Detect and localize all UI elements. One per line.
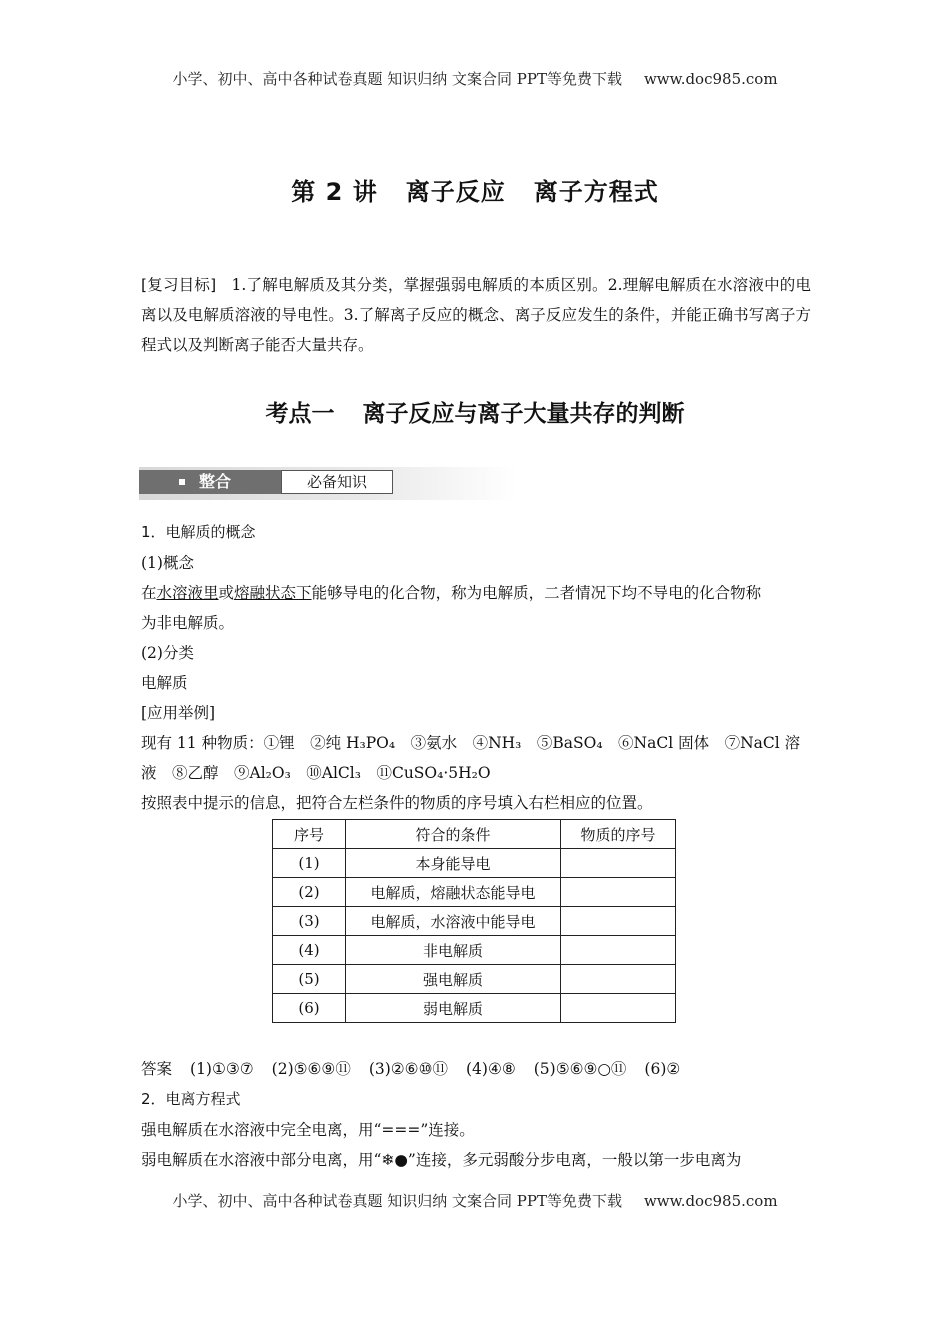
- footer-url[interactable]: www.doc985.com: [643, 1192, 778, 1210]
- review-goals: [141, 270, 811, 360]
- answer-cell[interactable]: [561, 878, 676, 907]
- concept-underline-2: 熔融状态下: [234, 584, 312, 602]
- answer-item: (1)①③⑦: [190, 1060, 254, 1078]
- knowledge-banner: [139, 467, 517, 500]
- table-row: [273, 965, 676, 994]
- table-cell: (6): [273, 994, 346, 1023]
- table-cell: (3): [273, 907, 346, 936]
- table-cell: 非电解质: [346, 936, 561, 965]
- example-line2: 液 ⑧乙醇 ⑨Al₂O₃ ⑩AlCl₃ ⑪CuSO₄·5H₂O: [141, 764, 491, 782]
- answer-item: (3)②⑥⑩⑪: [368, 1060, 448, 1078]
- table-row: [273, 936, 676, 965]
- header-url[interactable]: www.doc985.com: [643, 70, 778, 88]
- answer-item: (2)⑤⑥⑨⑪: [271, 1060, 351, 1078]
- answer-cell[interactable]: [561, 849, 676, 878]
- concept-underline-1: 水溶液里: [156, 584, 219, 602]
- table-header: 物质的序号: [561, 820, 676, 849]
- lesson-number: 第 2 讲: [291, 178, 378, 206]
- lesson-title-part2: 离子方程式: [533, 178, 659, 206]
- lesson-title-part1: 离子反应: [405, 178, 506, 206]
- answer-cell[interactable]: [561, 994, 676, 1023]
- example-line1: 现有 11 种物质：①锂 ②纯 H₃PO₄ ③氨水 ④NH₃ ⑤BaSO₄ ⑥NaCl 固体 ⑦NaCl 溶: [141, 734, 801, 752]
- s1-sub1: (1)概念: [141, 554, 194, 572]
- classification-text: 电解质: [141, 674, 188, 692]
- table-cell: (5): [273, 965, 346, 994]
- table-cell: 本身能导电: [346, 849, 561, 878]
- table-header: 序号: [273, 820, 346, 849]
- table-header: 符合的条件: [346, 820, 561, 849]
- answer-item: (4)④⑧: [465, 1060, 516, 1078]
- table-cell: 电解质，熔融状态能导电: [346, 878, 561, 907]
- table-cell: 弱电解质: [346, 994, 561, 1023]
- review-goals-text: 1.了解电解质及其分类，掌握强弱电解质的本质区别。2.理解电解质在水溶液中的电离以及电解质溶液的导电性。3.了解离子反应的概念、离子反应发生的条件，并能正确书写离子方程式以及判断离子能否大量共存。: [141, 276, 811, 354]
- table-row: [273, 994, 676, 1023]
- table-cell: (4): [273, 936, 346, 965]
- s1-sub2: (2)分类: [141, 644, 194, 662]
- example-label: [应用举例]: [141, 704, 216, 722]
- section-title: [0, 395, 950, 428]
- answer-item: (5)⑤⑥⑨○⑪: [533, 1060, 627, 1078]
- table-cell: (2): [273, 878, 346, 907]
- table-row: [273, 907, 676, 936]
- concept-pre: 在: [141, 584, 157, 602]
- s1-heading: 1．电解质的概念: [141, 523, 256, 541]
- concept-line1: [141, 581, 761, 603]
- instruction: 按照表中提示的信息，把符合左栏条件的物质的序号填入右栏相应的位置。: [141, 794, 653, 812]
- banner-dark-label: 整合: [199, 472, 232, 491]
- table-cell: 强电解质: [346, 965, 561, 994]
- square-bullet-icon: [179, 479, 185, 485]
- s2-strong: 强电解质在水溶液中完全电离，用“===”连接。: [141, 1121, 475, 1139]
- page-header: [0, 68, 950, 89]
- concept-line2: 为非电解质。: [141, 614, 235, 632]
- review-goals-label: [复习目标]: [141, 276, 217, 294]
- table-cell: (1): [273, 849, 346, 878]
- answer-line: [141, 1057, 698, 1079]
- lesson-title: [0, 172, 950, 207]
- footer-text: 小学、初中、高中各种试卷真题 知识归纳 文案合同 PPT等免费下载: [172, 1192, 622, 1210]
- answer-cell[interactable]: [561, 965, 676, 994]
- answer-label: 答案: [141, 1060, 173, 1078]
- section-label: 考点一: [265, 401, 335, 427]
- section-name: 离子反应与离子大量共存的判断: [362, 401, 685, 427]
- banner-light-tab: 必备知识: [281, 470, 393, 494]
- table-cell: 电解质，水溶液中能导电: [346, 907, 561, 936]
- table-row: [273, 878, 676, 907]
- concept-mid: 或: [218, 584, 235, 602]
- banner-dark-tab: [139, 470, 281, 494]
- classification-table: [272, 819, 676, 1023]
- answer-cell[interactable]: [561, 936, 676, 965]
- concept-rest: 能够导电的化合物，称为电解质，二者情况下均不导电的化合物称: [311, 584, 762, 602]
- answer-cell[interactable]: [561, 907, 676, 936]
- page-footer: [0, 1190, 950, 1211]
- answer-item: (6)②: [644, 1060, 681, 1078]
- header-text: 小学、初中、高中各种试卷真题 知识归纳 文案合同 PPT等免费下载: [172, 70, 622, 88]
- s2-heading: 2．电离方程式: [141, 1090, 241, 1108]
- table-row: [273, 849, 676, 878]
- table-header-row: [273, 820, 676, 849]
- s2-weak: 弱电解质在水溶液中部分电离，用“❄●”连接，多元弱酸分步电离，一般以第一步电离为: [141, 1151, 742, 1169]
